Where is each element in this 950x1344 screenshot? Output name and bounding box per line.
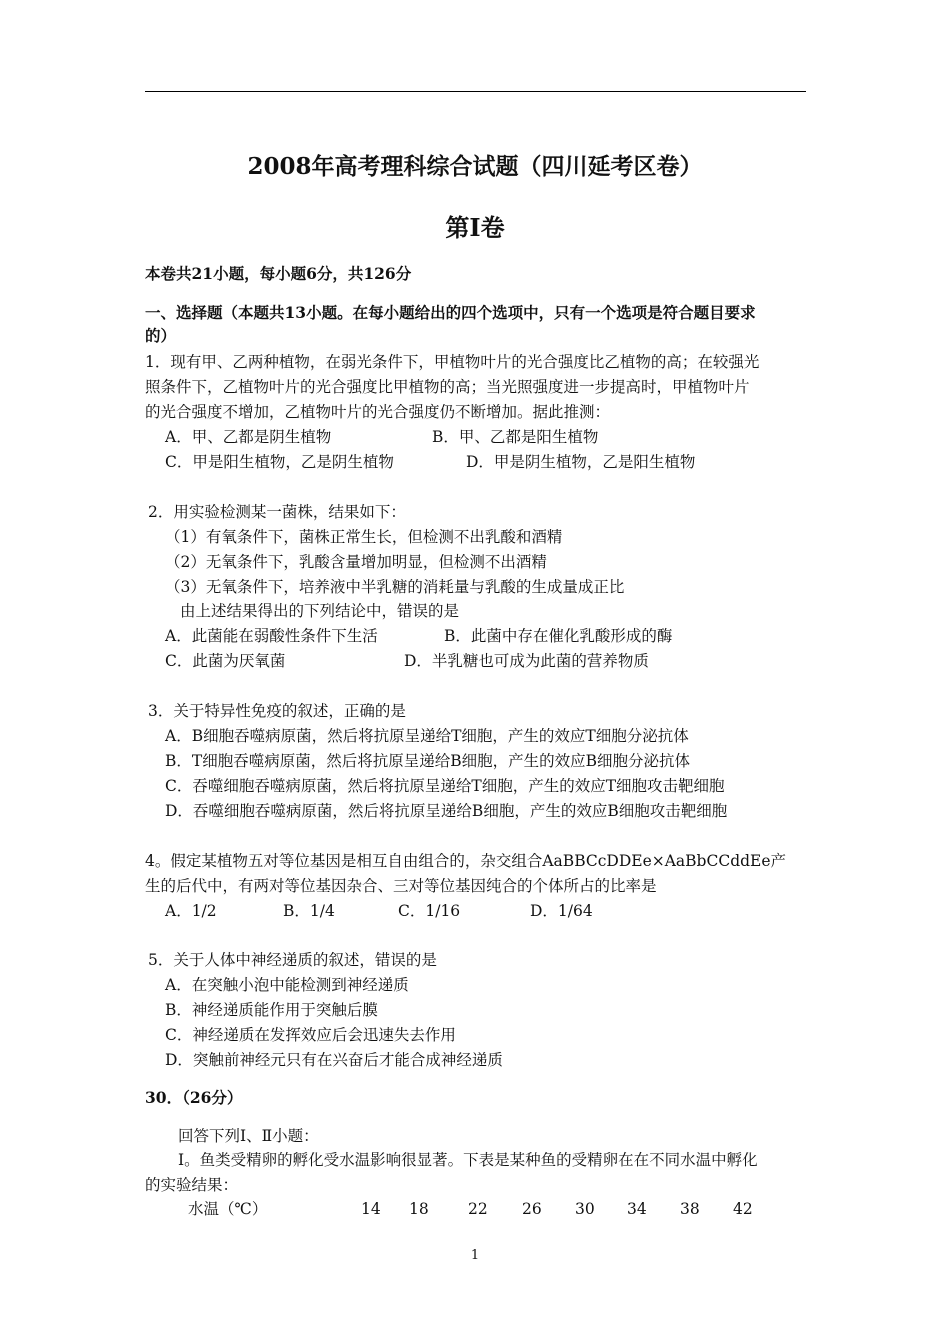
q5-line1: 5．关于人体中神经递质的叙述，错误的是 bbox=[148, 951, 437, 969]
q1-option-b: B．甲、乙都是阳生植物 bbox=[432, 428, 599, 446]
table-temp-cell: 14 bbox=[361, 1200, 381, 1218]
q1-option-d: D．甲是阴生植物，乙是阳生植物 bbox=[466, 453, 696, 471]
q3-option-d: D．吞噬细胞吞噬病原菌，然后将抗原呈递给B细胞，产生的效应B细胞攻击靶细胞 bbox=[165, 802, 728, 820]
q5-option-b: B．神经递质能作用于突触后膜 bbox=[165, 1001, 378, 1019]
q1-option-c: C．甲是阳生植物，乙是阴生植物 bbox=[165, 453, 394, 471]
section-heading-line2: 的） bbox=[145, 326, 177, 345]
q5-option-a: A．在突触小泡中能检测到神经递质 bbox=[165, 976, 409, 994]
table-temp-cell: 30 bbox=[575, 1200, 595, 1218]
q5-option-c: C．神经递质在发挥效应后会迅速失去作用 bbox=[165, 1026, 456, 1044]
q2-sub2: （2）无氧条件下，乳酸含量增加明显，但检测不出酒精 bbox=[165, 553, 547, 571]
q2-line1: 2．用实验检测某一菌株，结果如下： bbox=[148, 503, 406, 521]
page-number: 1 bbox=[470, 1248, 480, 1263]
q1-option-a: A．甲、乙都是阴生植物 bbox=[165, 428, 332, 446]
q30-line3: 的实验结果： bbox=[145, 1176, 239, 1194]
q2-conclusion-stem: 由上述结果得出的下列结论中，错误的是 bbox=[180, 602, 460, 620]
q1-line2: 照条件下，乙植物叶片的光合强度比甲植物的高；当光照强度进一步提高时，甲植物叶片 bbox=[145, 378, 750, 396]
table-temp-cell: 22 bbox=[468, 1200, 488, 1218]
section-heading-line1: 一、选择题（本题共13小题。在每小题给出的四个选项中，只有一个选项是符合题目要求 bbox=[145, 303, 756, 322]
table-temp-cell: 38 bbox=[680, 1200, 700, 1218]
q2-option-c: C．此菌为厌氧菌 bbox=[165, 652, 286, 670]
table-temp-cell: 26 bbox=[522, 1200, 542, 1218]
volume-title: 第Ⅰ卷 bbox=[445, 213, 505, 242]
q2-sub1: （1）有氧条件下，菌株正常生长，但检测不出乳酸和酒精 bbox=[165, 528, 563, 546]
table-temp-cell: 18 bbox=[409, 1200, 429, 1218]
q30-line2: Ⅰ。鱼类受精卵的孵化受水温影响很显著。下表是某种鱼的受精卵在在不同水温中孵化 bbox=[178, 1151, 758, 1169]
q5-option-d: D．突触前神经元只有在兴奋后才能合成神经递质 bbox=[165, 1051, 503, 1069]
q4-option-d: D．1/64 bbox=[530, 902, 593, 920]
q4-option-b: B．1/4 bbox=[283, 902, 335, 920]
q30-heading: 30．（26分） bbox=[145, 1088, 243, 1107]
q3-option-b: B．T细胞吞噬病原菌，然后将抗原呈递给B细胞，产生的效应B细胞分泌抗体 bbox=[165, 752, 691, 770]
q4-line2: 生的后代中，有两对等位基因杂合、三对等位基因纯合的个体所占的比率是 bbox=[145, 877, 657, 895]
q2-option-d: D．半乳糖也可成为此菌的营养物质 bbox=[404, 652, 649, 670]
q3-option-c: C．吞噬细胞吞噬病原菌，然后将抗原呈递给T细胞，产生的效应T细胞攻击靶细胞 bbox=[165, 777, 725, 795]
intro-text: 本卷共21小题，每小题6分，共126分 bbox=[145, 264, 412, 283]
table-temp-cell: 42 bbox=[733, 1200, 753, 1218]
q1-line3: 的光合强度不增加，乙植物叶片的光合强度仍不断增加。据此推测： bbox=[145, 403, 611, 421]
table-header-label: 水温（℃） bbox=[188, 1200, 268, 1218]
q2-option-a: A．此菌能在弱酸性条件下生活 bbox=[165, 627, 378, 645]
q2-sub3: （3）无氧条件下，培养液中半乳糖的消耗量与乳酸的生成量成正比 bbox=[165, 578, 625, 596]
page-title: 2008年高考理科综合试题（四川延考区卷） bbox=[247, 153, 703, 180]
q2-option-b: B．此菌中存在催化乳酸形成的酶 bbox=[444, 627, 673, 645]
q4-line1: 4。假定某植物五对等位基因是相互自由组合的，杂交组合AaBBCcDDEe×AaBbCCddEe产 bbox=[145, 852, 787, 870]
header-rule bbox=[145, 91, 806, 92]
q3-line1: 3．关于特异性免疫的叙述，正确的是 bbox=[148, 702, 406, 720]
q3-option-a: A．B细胞吞噬病原菌，然后将抗原呈递给T细胞，产生的效应T细胞分泌抗体 bbox=[165, 727, 689, 745]
q1-line1: 1．现有甲、乙两种植物，在弱光条件下，甲植物叶片的光合强度比乙植物的高；在较强光 bbox=[145, 353, 760, 371]
q4-option-c: C．1/16 bbox=[398, 902, 461, 920]
table-temp-cell: 34 bbox=[627, 1200, 647, 1218]
q4-option-a: A．1/2 bbox=[165, 902, 217, 920]
q30-line1: 回答下列Ⅰ、Ⅱ小题： bbox=[178, 1127, 319, 1145]
